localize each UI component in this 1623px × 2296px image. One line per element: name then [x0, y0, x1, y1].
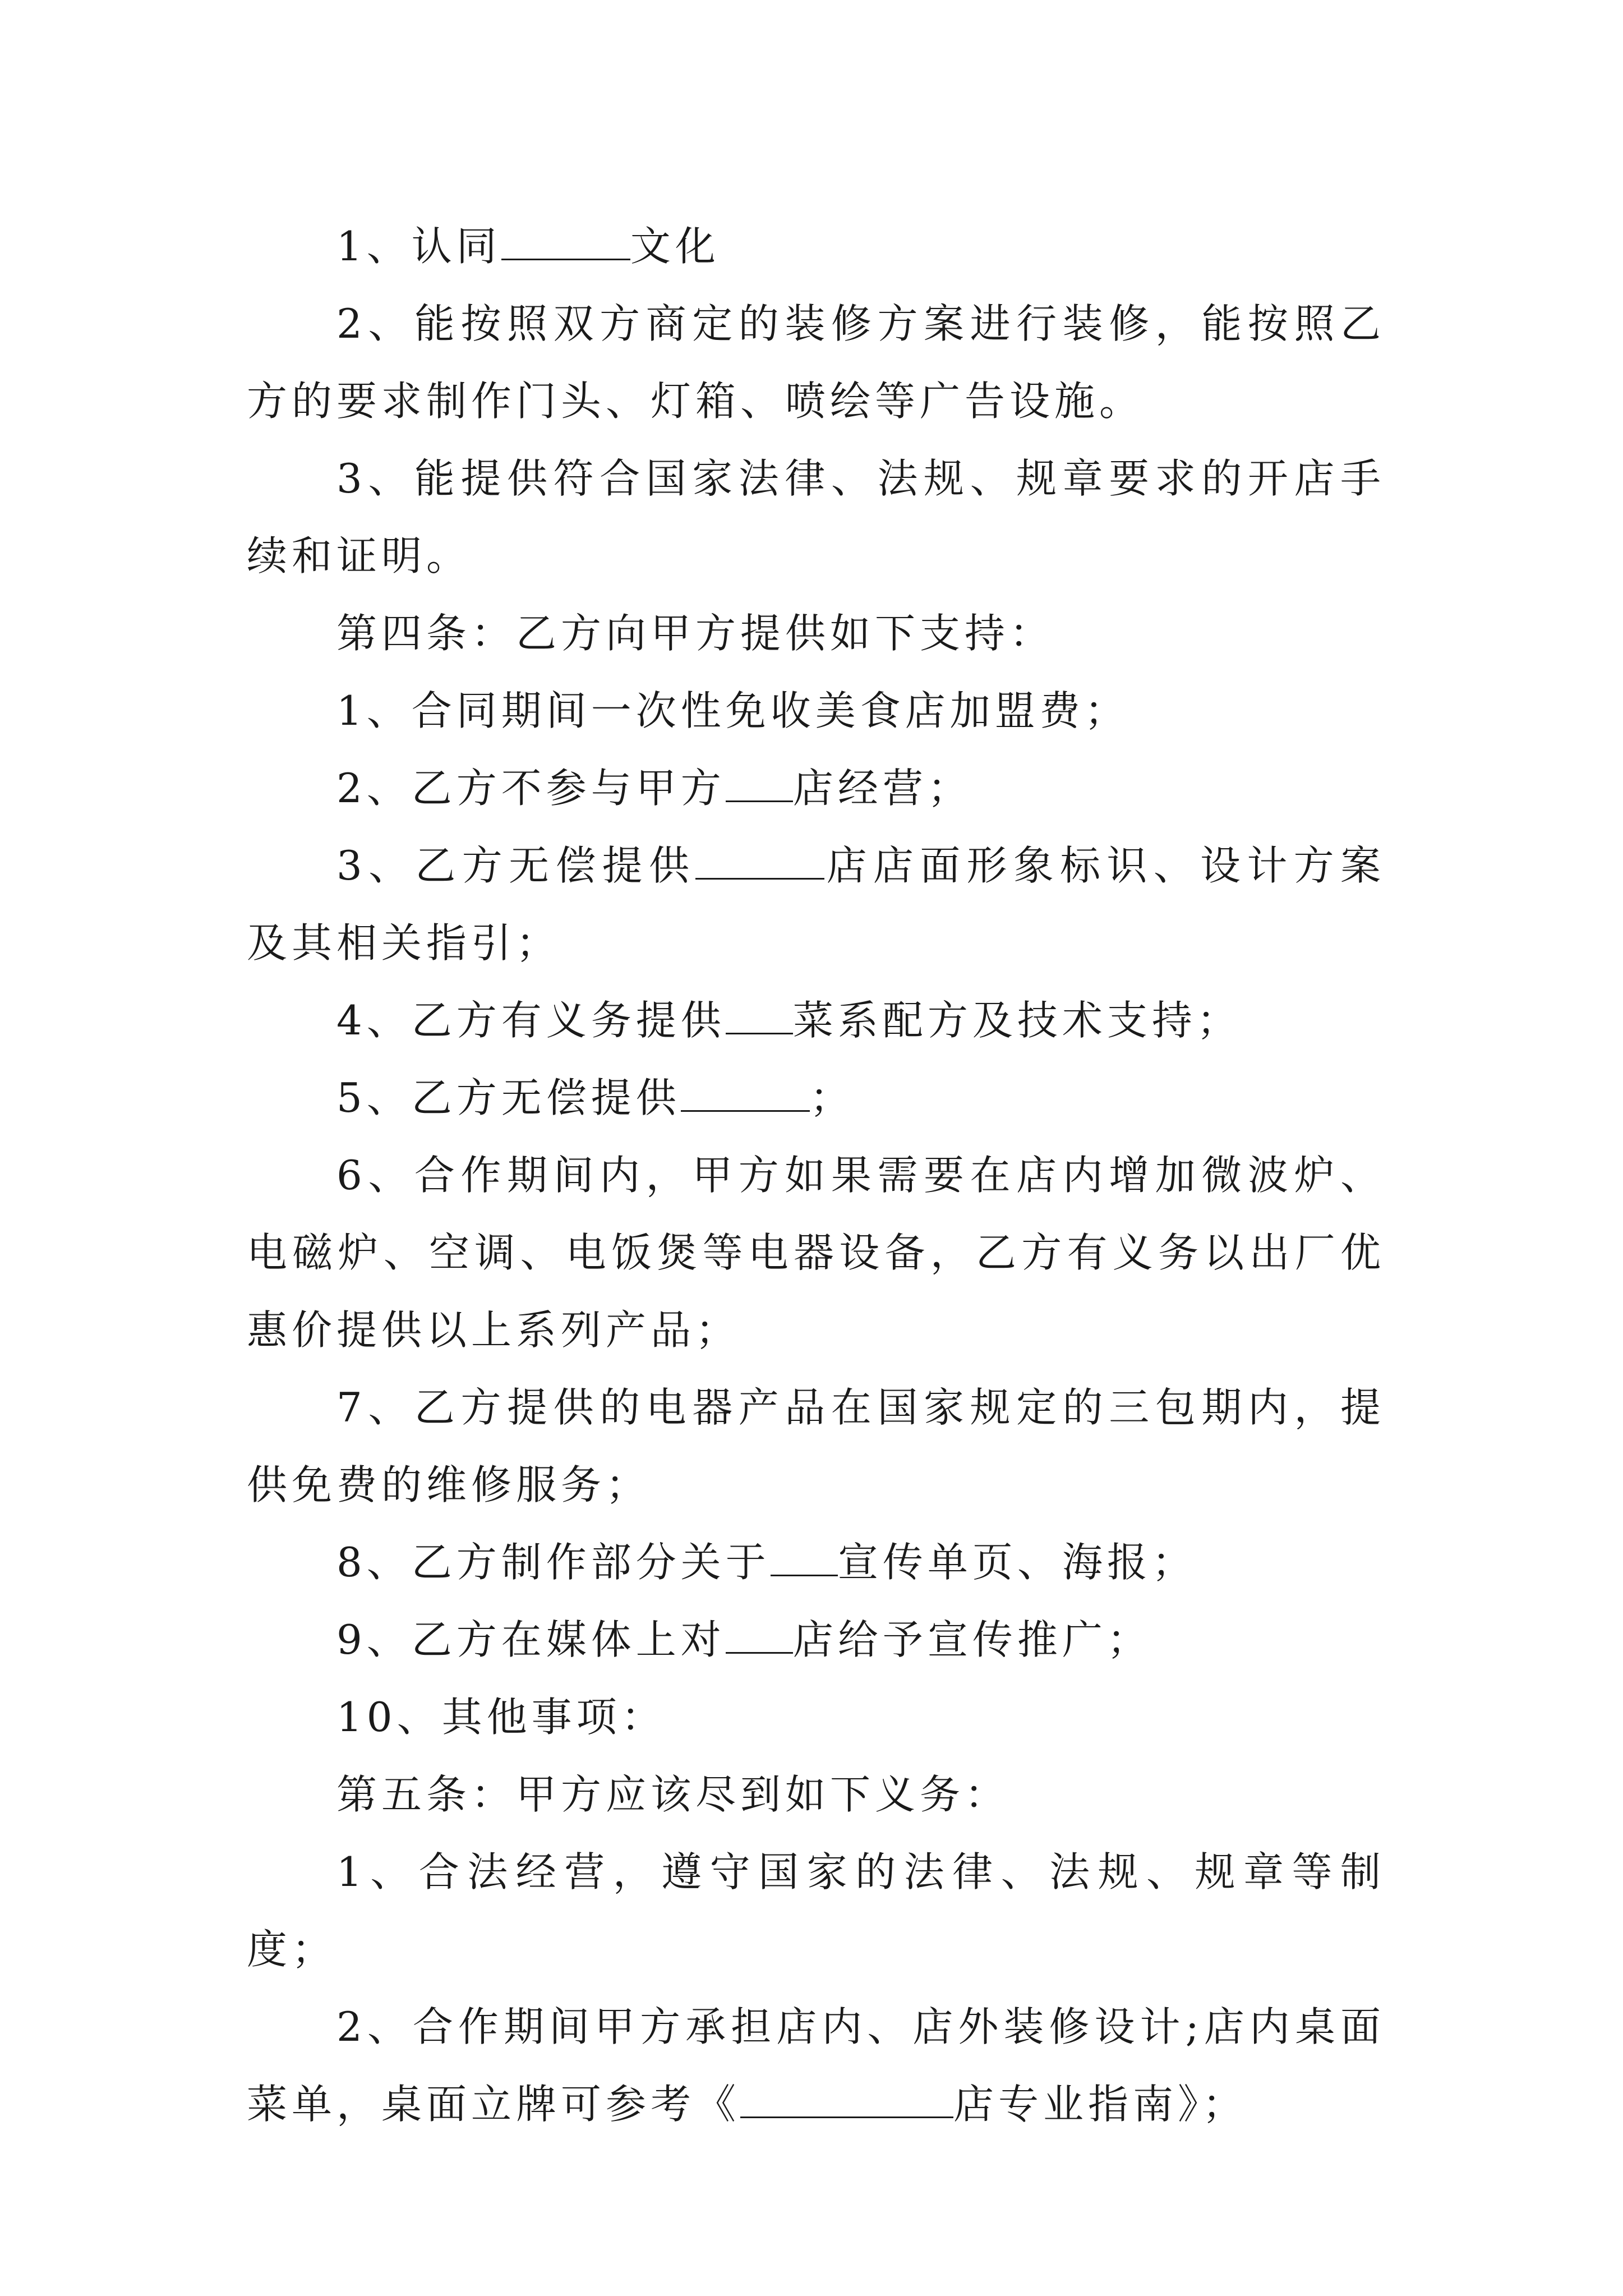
fill-in-blank	[501, 225, 630, 260]
document-body	[247, 208, 1385, 2143]
fill-in-blank	[681, 1076, 810, 1112]
fill-in-blank	[695, 844, 824, 880]
fill-in-blank	[771, 1541, 838, 1576]
article-heading: 第四条：乙方向甲方提供如下支持：	[336, 610, 1055, 657]
clause-paragraph: 7、乙方提供的电器产品在国家规定的三包期内，提供免费的维修服务；	[247, 1384, 1385, 1508]
clause-paragraph: 5、乙方无偿提供 ；	[336, 1074, 855, 1121]
clause-paragraph: 9、乙方在媒体上对 店给予宣传推广；	[336, 1616, 1152, 1663]
clause-paragraph: 2、合作期间甲方承担店内、店外装修设计;店内桌面菜单，桌面立牌可参考《 店专业指南》；	[247, 2003, 1385, 2128]
clause-paragraph: 3、能提供符合国家法律、法规、规章要求的开店手续和证明。	[247, 455, 1385, 579]
clause-paragraph: 8、乙方制作部分关于 宣传单页、海报；	[336, 1539, 1197, 1586]
article-heading: 第五条：甲方应该尽到如下义务：	[336, 1771, 1010, 1818]
fill-in-blank	[726, 767, 793, 802]
clause-paragraph: 10、其他事项：	[336, 1694, 666, 1741]
clause-paragraph: 4、乙方有义务提供 菜系配方及技术支持；	[336, 997, 1242, 1044]
clause-paragraph: 6、合作期间内，甲方如果需要在店内增加微波炉、电磁炉、空调、电饭煲等电器设备，乙方有义务以出厂优惠价提供以上系列产品；	[247, 1152, 1385, 1354]
clause-paragraph: 2、乙方不参与甲方 店经营；	[336, 765, 972, 812]
fill-in-blank	[726, 1618, 793, 1654]
fill-in-blank	[740, 2083, 953, 2118]
clause-paragraph: 2、能按照双方商定的装修方案进行装修，能按照乙方的要求制作门头、灯箱、喷绘等广告设施。	[247, 300, 1385, 425]
fill-in-blank	[726, 999, 793, 1034]
clause-paragraph: 1、合同期间一次性免收美食店加盟费；	[336, 687, 1129, 734]
clause-paragraph: 1、认同 文化	[336, 223, 720, 270]
clause-paragraph: 3、乙方无偿提供 店店面形象标识、设计方案及其相关指引；	[247, 842, 1385, 967]
clause-paragraph: 1、合法经营，遵守国家的法律、法规、规章等制度；	[247, 1848, 1385, 1973]
